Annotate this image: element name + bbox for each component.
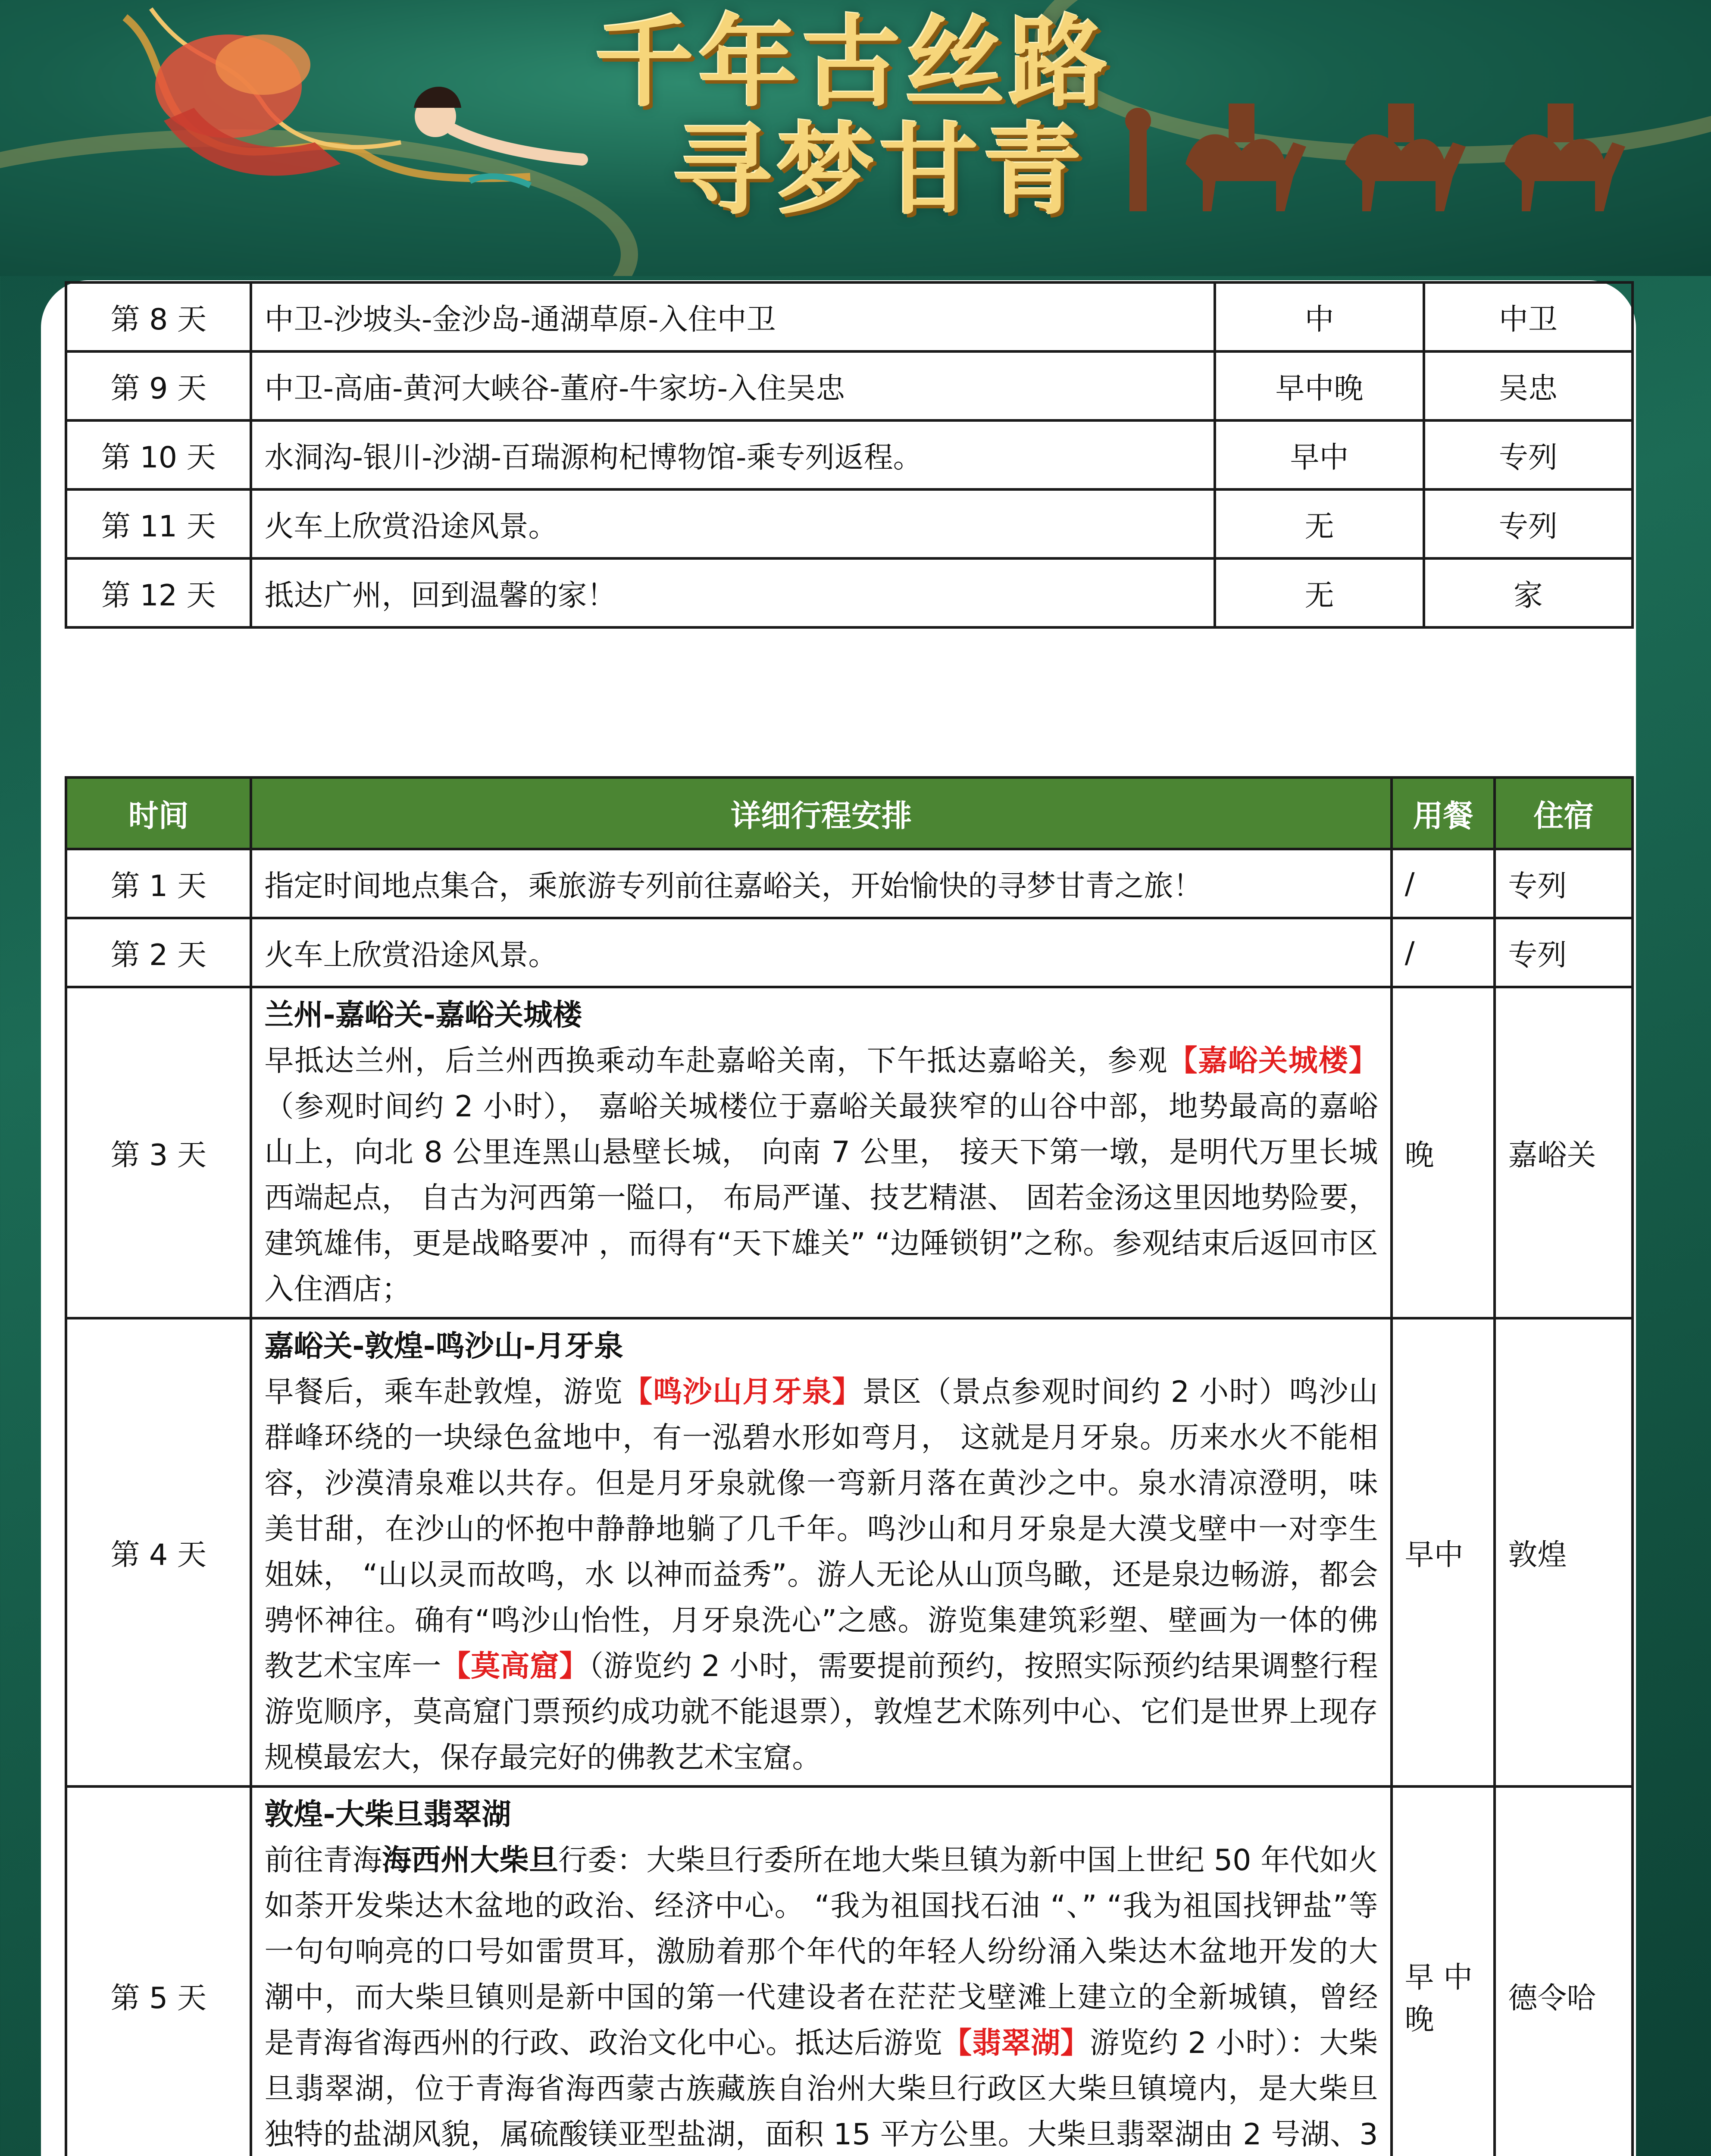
stay-cell: 专列 (1495, 849, 1633, 918)
table-row (66, 351, 1633, 420)
day-cell: 第 3 天 (66, 987, 251, 1318)
day-cell: 第 12 天 (66, 558, 251, 627)
highlight-attraction: 【嘉峪关城楼】 (1168, 1044, 1378, 1078)
header-meals: 用餐 (1392, 777, 1495, 849)
day-cell: 第 4 天 (66, 1318, 251, 1786)
day-description (264, 1369, 1378, 1781)
stay-cell: 敦煌 (1495, 1318, 1633, 1786)
day-route-heading: 嘉峪关-敦煌-鸣沙山-月牙泉 (264, 1329, 624, 1363)
description-text: 早抵达兰州，后兰州西换乘动车赴嘉峪关南，下午抵达嘉峪关，参观 (264, 1044, 1168, 1078)
day-cell: 第 10 天 (66, 420, 251, 489)
table-header-row (66, 777, 1633, 849)
meals-cell: 中 (1215, 282, 1423, 351)
table-row (66, 489, 1633, 558)
flying-apsara-illustration (99, 0, 595, 216)
day-route-heading: 兰州-嘉峪关-嘉峪关城楼 (264, 998, 582, 1032)
stay-cell: 家 (1424, 558, 1633, 627)
description-text: （游览约 2 小时，需要提前预约，按照实际预约结果调整行程游览顺序，莫高窟门票预约成功就不能退票），敦煌艺术陈列中心、它们是世界上现存规模最宏大，保存最完好的佛教艺术宝窟。 (264, 1649, 1378, 1775)
highlight-attraction: 【翡翠湖】 (942, 2026, 1090, 2060)
stay-cell: 嘉峪关 (1495, 987, 1633, 1318)
meals-cell: / (1392, 849, 1495, 918)
banner-title (595, 4, 1113, 229)
title-line-2: 寻梦甘青 (672, 112, 1086, 229)
itinerary-summary-table (65, 281, 1634, 629)
route-cell: 水洞沟-银川-沙湖-百瑞源枸杞博物馆-乘专列返程。 (251, 420, 1215, 489)
meals-cell: 早中 (1215, 420, 1423, 489)
description-text: 行委：大柴旦行委所在地大柴旦镇为新中国上世纪 50 年代如火如荼开发柴达木盆地的政治、经济中心。 “我为祖国找石油 “、” “我为祖国找钾盐”等一句句响亮的口号如雷贯耳，激励着那个年代的年轻人纷纷涌入柴达木盆地开发的大潮中，而大柴旦镇则是新中国的第一代建设者在茫茫戈壁滩上建立的全新城镇，曾经是青海省海西州的行政、政治文化中心。抵达后游览 (264, 1843, 1378, 2060)
day-route-heading: 敦煌-大柴旦翡翠湖 (264, 1798, 511, 1832)
table-row (66, 849, 1633, 918)
table-row (66, 1786, 1633, 2156)
plan-cell (251, 987, 1391, 1318)
day-cell: 第 8 天 (66, 282, 251, 351)
description-text: 景区（景点参观时间约 2 小时）鸣沙山群峰环绕的一块绿色盆地中，有一泓碧水形如弯月， 这就是月牙泉。历来水火不能相容，沙漠清泉难以共存。但是月牙泉就像一弯新月落在黄沙之中。泉水清凉澄明，味美甘甜，在沙山的怀抱中静静地躺了几千年。鸣沙山和月牙泉是大漠戈壁中一对孪生姐妹， “山以灵而故鸣，水 以神而益秀”。游人无论从山顶鸟瞰，还是泉边畅游，都会骋怀神往。确有“鸣沙山怡性，月牙泉洗心”之感。游览集建筑彩塑、壁画为一体的佛教艺术宝库一 (264, 1375, 1378, 1683)
stay-cell: 德令哈 (1495, 1786, 1633, 2156)
stay-cell: 吴忠 (1424, 351, 1633, 420)
day-description (264, 1838, 1378, 2156)
route-cell: 中卫-沙坡头-金沙岛-通湖草原-入住中卫 (251, 282, 1215, 351)
meals-cell: 晚 (1392, 987, 1495, 1318)
meals-cell: 早中 (1392, 1318, 1495, 1786)
table-row (66, 282, 1633, 351)
table-row (66, 918, 1633, 987)
day-cell: 第 2 天 (66, 918, 251, 987)
camel-caravan-illustration (1121, 78, 1681, 216)
header-stay: 住宿 (1495, 777, 1633, 849)
meals-cell: 无 (1215, 489, 1423, 558)
route-cell: 抵达广州，回到温馨的家！ (251, 558, 1215, 627)
stay-cell: 专列 (1424, 489, 1633, 558)
itinerary-detail-table (65, 776, 1634, 2156)
bold-place-name: 海西州大柴旦 (382, 1843, 558, 1877)
description-text: 前往青海 (264, 1843, 382, 1877)
header-time: 时间 (66, 777, 251, 849)
plan-cell (251, 1786, 1391, 2156)
description-text: 早餐后，乘车赴敦煌，游览 (264, 1375, 623, 1409)
table-row (66, 1318, 1633, 1786)
meals-cell: / (1392, 918, 1495, 987)
plan-cell: 指定时间地点集合，乘旅游专列前往嘉峪关，开始愉快的寻梦甘青之旅！ (251, 849, 1391, 918)
header-plan: 详细行程安排 (251, 777, 1391, 849)
stay-cell: 中卫 (1424, 282, 1633, 351)
highlight-attraction: 【鸣沙山月牙泉】 (623, 1375, 862, 1409)
highlight-attraction: 【莫高窟】 (441, 1649, 589, 1683)
title-line-1: 千年古丝路 (595, 4, 1113, 121)
stay-cell: 专列 (1424, 420, 1633, 489)
table-row (66, 987, 1633, 1318)
plan-cell: 火车上欣赏沿途风景。 (251, 918, 1391, 987)
table-row (66, 558, 1633, 627)
day-description (264, 1038, 1378, 1313)
meals-cell: 早中晚 (1215, 351, 1423, 420)
meals-cell: 早 中 晚 (1392, 1786, 1495, 2156)
description-text: 游览约 2 小时）：大柴旦翡翠湖，位于青海省海西蒙古族藏族自治州大柴旦行政区大柴旦镇境内，是大柴旦独特的盐湖风貌，属硫酸镁亚型盐湖，面积 15 平方公里。大柴旦翡翠湖由 2 号湖、3 (264, 2026, 1378, 2152)
table-row (66, 420, 1633, 489)
day-cell: 第 5 天 (66, 1786, 251, 2156)
description-clip (264, 1792, 1378, 2156)
header-banner (0, 0, 1711, 276)
meals-cell: 无 (1215, 558, 1423, 627)
route-cell: 中卫-高庙-黄河大峡谷-董府-牛家坊-入住吴忠 (251, 351, 1215, 420)
day-cell: 第 11 天 (66, 489, 251, 558)
route-cell: 火车上欣赏沿途风景。 (251, 489, 1215, 558)
day-cell: 第 1 天 (66, 849, 251, 918)
description-text: （参观时间约 2 小时）， 嘉峪关城楼位于嘉峪关最狭窄的山谷中部，地势最高的嘉峪山上，向北 8 公里连黑山悬壁长城， 向南 7 公里， 接天下第一墩，是明代万里长城西端起点， 自古为河西第一隘口， 布局严谨、技艺精湛、 固若金汤这里因地势险要，建筑雄伟，更是战略要冲 ，而得有“天下雄关” “边陲锁钥”之称。参观结束后返回市区入住酒店； (264, 1090, 1378, 1307)
plan-cell (251, 1318, 1391, 1786)
stay-cell: 专列 (1495, 918, 1633, 987)
day-cell: 第 9 天 (66, 351, 251, 420)
